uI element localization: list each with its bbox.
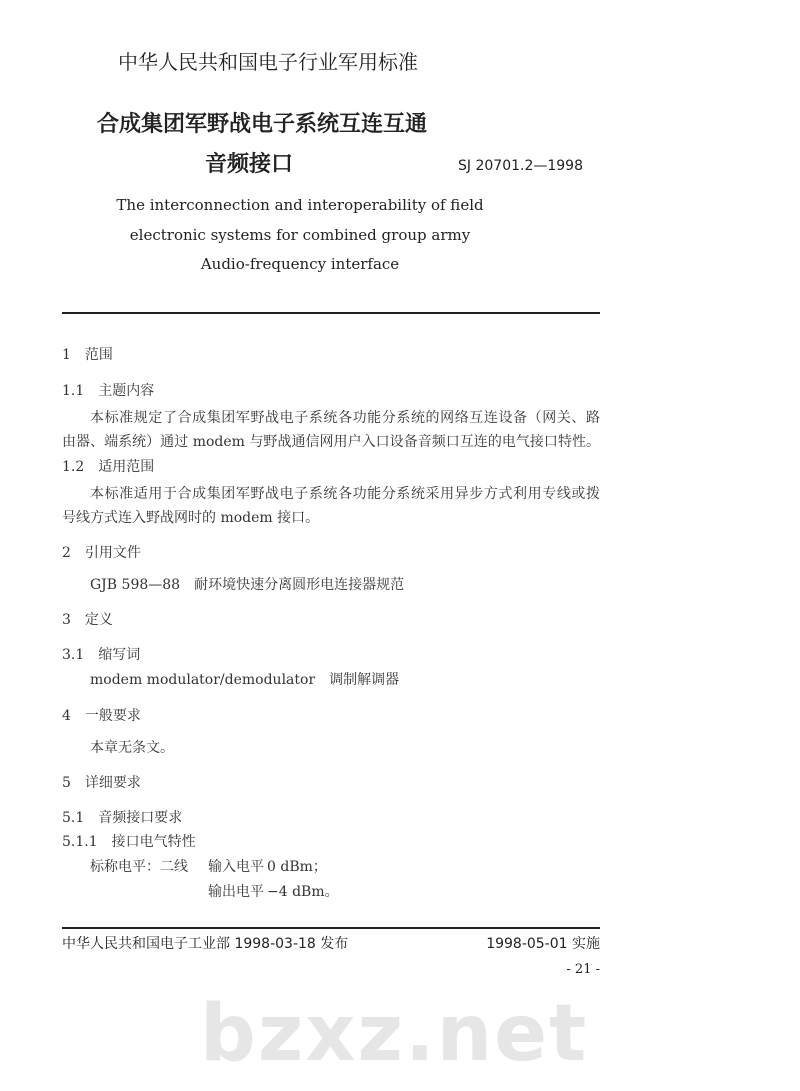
section-title: 一般要求 [84, 708, 141, 724]
section-5 [62, 776, 141, 790]
section-num: 5 [62, 775, 71, 791]
section-title: 接口电气特性 [111, 834, 196, 850]
page-number: - 21 - [566, 962, 600, 977]
watermark: bzxz.net [200, 989, 589, 1079]
title-line2: 音频接口 [205, 152, 294, 177]
section-num: 1.1 [62, 383, 85, 399]
abbreviation-entry [90, 673, 399, 687]
section-title: 主题内容 [98, 383, 155, 399]
section-1-2 [62, 460, 154, 474]
section-5-1-1 [62, 835, 196, 849]
paragraph-line: 本标准规定了合成集团军野战电子系统各功能分系统的网络互连设备（网关、路 [90, 410, 600, 426]
header-rule [62, 312, 600, 314]
input-level-value: 0 dBm； [267, 859, 327, 875]
nominal-level-label: 标称电平：二线 [90, 859, 188, 875]
section-title: 范围 [84, 347, 113, 363]
standard-code: SJ 20701.2—1998 [458, 158, 583, 174]
section-4 [62, 709, 141, 723]
english-title-1: The interconnection and interoperability of field [116, 196, 484, 214]
input-level-label: 输入电平 [208, 859, 264, 875]
section-num: 2 [62, 545, 71, 561]
section-2 [62, 546, 141, 560]
section-num: 3 [62, 612, 71, 628]
section-5-1 [62, 811, 182, 825]
section-num: 5.1 [62, 810, 85, 826]
section-num: 3.1 [62, 647, 85, 663]
english-title-2: electronic systems for combined group army [129, 226, 471, 244]
effective-date: 1998-05-01 实施 [486, 936, 600, 952]
section-3 [62, 613, 113, 627]
section-title: 适用范围 [98, 459, 155, 475]
english-title-3: Audio-frequency interface [200, 255, 400, 273]
paragraph-line: 由器、端系统）通过 modem 与野战通信网用户入口设备音频口互连的电气接口特性。 [62, 434, 600, 450]
section-title: 详细要求 [84, 775, 141, 791]
section-title: 引用文件 [84, 545, 141, 561]
section-title: 缩写词 [98, 647, 141, 663]
issued-by: 中华人民共和国电子工业部 1998-03-18 发布 [62, 936, 349, 952]
section-title: 音频接口要求 [98, 810, 183, 826]
section-title: 定义 [84, 612, 113, 628]
paragraph-line: 本标准适用于合成集团军野战电子系统各功能分系统采用异步方式利用专线或拨 [90, 486, 600, 502]
title-line1: 合成集团军野战电子系统互连互通 [97, 112, 428, 137]
section-num: 4 [62, 708, 71, 724]
section-num: 1 [62, 347, 71, 363]
section-num: 1.2 [62, 459, 85, 475]
org-standard-heading: 中华人民共和国电子行业军用标准 [118, 50, 418, 74]
section-1-1 [62, 384, 154, 398]
footer-rule [62, 927, 600, 929]
abbreviation-term: modem modulator/demodulator [90, 672, 316, 688]
abbreviation-meaning: 调制解调器 [329, 672, 400, 688]
section-1 [62, 348, 113, 362]
section-num: 5.1.1 [62, 834, 98, 850]
output-level-label: 输出电平 [208, 884, 264, 900]
section-4-text: 本章无条文。 [90, 740, 174, 756]
reference-item: GJB 598—88 耐环境快速分离圆形电连接器规范 [90, 577, 405, 593]
output-level-value: −4 dBm。 [267, 884, 339, 900]
section-3-1 [62, 648, 140, 662]
paragraph-line: 号线方式连入野战网时的 modem 接口。 [62, 510, 320, 526]
